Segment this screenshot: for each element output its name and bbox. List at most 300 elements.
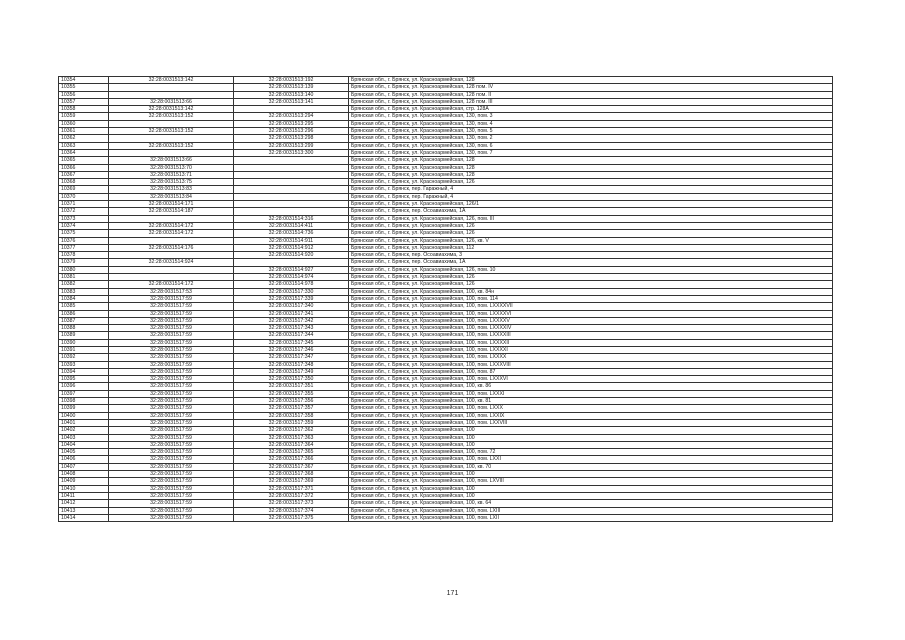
object-number-cell: 32:28:0031517:349	[234, 368, 349, 375]
table-row	[59, 339, 833, 346]
table-row	[59, 346, 833, 353]
address-cell: Брянская обл., г. Брянск, ул. Красноармейская, 100, кв. 70	[349, 463, 833, 470]
table-row	[59, 361, 833, 368]
object-number-cell: 32:28:0031517:330	[234, 288, 349, 295]
address-cell: Брянская обл., г. Брянск, ул. Красноармейская, 100, пом. LXXI	[349, 456, 833, 463]
address-cell: Брянская обл., г. Брянск, ул. Красноармейская, 130, пом. 2	[349, 135, 833, 142]
object-number-cell: 32:28:0031517:346	[234, 346, 349, 353]
row-number-cell: 10365	[59, 157, 109, 164]
object-number-cell: 32:28:0031517:366	[234, 456, 349, 463]
parcel-number-cell: 32:28:0031517:59	[109, 449, 234, 456]
address-cell: Брянская обл., г. Брянск, ул. Красноармейская, 100, пом. LXXXXIV	[349, 325, 833, 332]
address-cell: Брянская обл., г. Брянск, ул. Красноармейская, 100, кв. 86	[349, 383, 833, 390]
table-row	[59, 215, 833, 222]
object-number-cell: 32:28:0031513:295	[234, 120, 349, 127]
parcel-number-cell: 32:28:0031517:59	[109, 463, 234, 470]
row-number-cell: 10396	[59, 383, 109, 390]
row-number-cell: 10395	[59, 376, 109, 383]
row-number-cell: 10379	[59, 259, 109, 266]
object-number-cell: 32:28:0031513:294	[234, 113, 349, 120]
row-number-cell: 10358	[59, 106, 109, 113]
row-number-cell: 10372	[59, 208, 109, 215]
parcel-number-cell	[109, 84, 234, 91]
parcel-number-cell	[109, 135, 234, 142]
table-row	[59, 244, 833, 251]
table-row	[59, 485, 833, 492]
object-number-cell: 32:28:0031517:341	[234, 310, 349, 317]
address-cell: Брянская обл., г. Брянск, ул. Красноармейская, 100, пом. LXXXXII	[349, 339, 833, 346]
parcel-number-cell: 32:28:0031513:83	[109, 186, 234, 193]
object-number-cell: 32:28:0031517:348	[234, 361, 349, 368]
row-number-cell: 10393	[59, 361, 109, 368]
row-number-cell: 10380	[59, 266, 109, 273]
object-number-cell	[234, 179, 349, 186]
parcel-number-cell: 32:28:0031517:59	[109, 310, 234, 317]
table-row	[59, 295, 833, 302]
object-number-cell	[234, 186, 349, 193]
table-row	[59, 514, 833, 521]
table-row	[59, 274, 833, 281]
address-cell: Брянская обл., г. Брянск, ул. Красноармейская, 100	[349, 492, 833, 499]
parcel-number-cell: 32:28:0031517:59	[109, 317, 234, 324]
object-number-cell: 32:28:0031514:736	[234, 230, 349, 237]
table-row	[59, 208, 833, 215]
row-number-cell: 10405	[59, 449, 109, 456]
parcel-number-cell: 32:28:0031514:171	[109, 201, 234, 208]
table-row	[59, 222, 833, 229]
table-row	[59, 376, 833, 383]
object-number-cell: 32:28:0031517:371	[234, 485, 349, 492]
parcel-number-cell	[109, 215, 234, 222]
object-number-cell: 32:28:0031517:367	[234, 463, 349, 470]
table-row	[59, 113, 833, 120]
object-number-cell: 32:28:0031513:140	[234, 91, 349, 98]
object-number-cell: 32:28:0031517:365	[234, 449, 349, 456]
row-number-cell: 10386	[59, 310, 109, 317]
table-row	[59, 310, 833, 317]
row-number-cell: 10359	[59, 113, 109, 120]
row-number-cell: 10374	[59, 222, 109, 229]
table-row	[59, 427, 833, 434]
object-number-cell: 32:28:0031517:364	[234, 441, 349, 448]
object-number-cell	[234, 171, 349, 178]
table-row	[59, 303, 833, 310]
row-number-cell: 10361	[59, 128, 109, 135]
object-number-cell: 32:28:0031517:356	[234, 398, 349, 405]
address-cell: Брянская обл., г. Брянск, ул. Красноармейская, 100	[349, 441, 833, 448]
table-row	[59, 201, 833, 208]
parcel-number-cell: 32:28:0031517:59	[109, 354, 234, 361]
address-cell: Брянская обл., г. Брянск, ул. Красноармейская, 130, пом. 7	[349, 149, 833, 156]
object-number-cell: 32:28:0031517:358	[234, 412, 349, 419]
row-number-cell: 10356	[59, 91, 109, 98]
object-number-cell: 32:28:0031513:300	[234, 149, 349, 156]
row-number-cell: 10391	[59, 346, 109, 353]
table-row	[59, 449, 833, 456]
table-row	[59, 325, 833, 332]
object-number-cell: 32:28:0031514:912	[234, 244, 349, 251]
object-number-cell: 32:28:0031514:911	[234, 237, 349, 244]
parcel-number-cell: 32:28:0031514:176	[109, 244, 234, 251]
row-number-cell: 10362	[59, 135, 109, 142]
object-number-cell: 32:28:0031514:978	[234, 281, 349, 288]
table-row	[59, 390, 833, 397]
address-cell: Брянская обл., г. Брянск, ул. Красноармейская, 100	[349, 485, 833, 492]
address-cell: Брянская обл., г. Брянск, ул. Красноармейская, 100, кв. 81	[349, 398, 833, 405]
address-cell: Брянская обл., г. Брянск, ул. Красноармейская, 100, пом. LXXXXIII	[349, 332, 833, 339]
object-number-cell: 32:28:0031513:299	[234, 142, 349, 149]
row-number-cell: 10355	[59, 84, 109, 91]
row-number-cell: 10376	[59, 237, 109, 244]
row-number-cell: 10401	[59, 419, 109, 426]
row-number-cell: 10403	[59, 434, 109, 441]
parcel-number-cell: 32:28:0031517:59	[109, 492, 234, 499]
table-row	[59, 463, 833, 470]
row-number-cell: 10394	[59, 368, 109, 375]
row-number-cell: 10408	[59, 471, 109, 478]
page-number: 171	[446, 590, 459, 597]
object-number-cell: 32:28:0031517:374	[234, 507, 349, 514]
parcel-number-cell: 32:28:0031517:59	[109, 303, 234, 310]
parcel-number-cell	[109, 149, 234, 156]
parcel-number-cell: 32:28:0031513:152	[109, 128, 234, 135]
table-row	[59, 91, 833, 98]
row-number-cell: 10366	[59, 164, 109, 171]
parcel-number-cell: 32:28:0031513:142	[109, 77, 234, 84]
object-number-cell: 32:28:0031517:342	[234, 317, 349, 324]
address-cell: Брянская обл., г. Брянск, ул. Красноармейская, 126, кв. V	[349, 237, 833, 244]
parcel-number-cell: 32:28:0031514:187	[109, 208, 234, 215]
object-number-cell: 32:28:0031517:340	[234, 303, 349, 310]
object-number-cell: 32:28:0031517:339	[234, 295, 349, 302]
table-row	[59, 434, 833, 441]
table-row	[59, 419, 833, 426]
row-number-cell: 10402	[59, 427, 109, 434]
row-number-cell: 10404	[59, 441, 109, 448]
parcel-number-cell: 32:28:0031514:172	[109, 230, 234, 237]
address-cell: Брянская обл., г. Брянск, пер. Осоавиахима, 3	[349, 252, 833, 259]
parcel-number-cell: 32:28:0031517:53	[109, 288, 234, 295]
address-cell: Брянская обл., г. Брянск, пер. Осоавиахима, 1А	[349, 208, 833, 215]
table-row	[59, 230, 833, 237]
object-number-cell: 32:28:0031513:296	[234, 128, 349, 135]
address-cell: Брянская обл., г. Брянск, ул. Красноармейская, 126/1	[349, 201, 833, 208]
parcel-number-cell: 32:28:0031517:59	[109, 383, 234, 390]
parcel-number-cell: 32:28:0031517:59	[109, 295, 234, 302]
parcel-number-cell: 32:28:0031517:59	[109, 346, 234, 353]
object-number-cell: 32:28:0031517:373	[234, 500, 349, 507]
row-number-cell: 10371	[59, 201, 109, 208]
parcel-number-cell: 32:28:0031517:59	[109, 325, 234, 332]
address-cell: Брянская обл., г. Брянск, пер. Осоавиахима, 1А	[349, 259, 833, 266]
table-row	[59, 120, 833, 127]
address-cell: Брянская обл., г. Брянск, ул. Красноармейская, 100	[349, 471, 833, 478]
parcel-number-cell: 32:28:0031514:172	[109, 222, 234, 229]
table-row	[59, 164, 833, 171]
object-number-cell	[234, 259, 349, 266]
address-cell: Брянская обл., г. Брянск, ул. Красноармейская, 126	[349, 230, 833, 237]
row-number-cell: 10360	[59, 120, 109, 127]
address-cell: Брянская обл., г. Брянск, ул. Красноармейская, 100	[349, 434, 833, 441]
table-row	[59, 492, 833, 499]
object-number-cell: 32:28:0031517:344	[234, 332, 349, 339]
parcel-number-cell: 32:28:0031513:152	[109, 142, 234, 149]
address-cell: Брянская обл., г. Брянск, ул. Красноармейская, 128 пом. III	[349, 98, 833, 105]
address-cell: Брянская обл., г. Брянск, ул. Красноармейская, 130, пом. 5	[349, 128, 833, 135]
row-number-cell: 10385	[59, 303, 109, 310]
object-number-cell: 32:28:0031514:411	[234, 222, 349, 229]
table-row	[59, 405, 833, 412]
address-cell: Брянская обл., г. Брянск, ул. Красноармейская, 126	[349, 222, 833, 229]
parcel-number-cell: 32:28:0031517:59	[109, 368, 234, 375]
address-cell: Брянская обл., г. Брянск, ул. Красноармейская, 100, пом. 114	[349, 295, 833, 302]
parcel-number-cell: 32:28:0031513:66	[109, 157, 234, 164]
row-number-cell: 10406	[59, 456, 109, 463]
address-cell: Брянская обл., г. Брянск, ул. Красноармейская, 126	[349, 179, 833, 186]
address-cell: Брянская обл., г. Брянск, ул. Красноармейская, стр. 128А	[349, 106, 833, 113]
parcel-number-cell: 32:28:0031517:59	[109, 427, 234, 434]
table-row	[59, 98, 833, 105]
table-row	[59, 128, 833, 135]
table-row	[59, 77, 833, 84]
row-number-cell: 10398	[59, 398, 109, 405]
address-cell: Брянская обл., г. Брянск, ул. Красноармейская, 100, кв. 64	[349, 500, 833, 507]
address-cell: Брянская обл., г. Брянск, ул. Красноармейская, 126	[349, 281, 833, 288]
table-row	[59, 332, 833, 339]
parcel-number-cell	[109, 274, 234, 281]
parcel-number-cell: 32:28:0031514:172	[109, 281, 234, 288]
address-cell: Брянская обл., г. Брянск, ул. Красноармейская, 130, пом. 3	[349, 113, 833, 120]
address-cell: Брянская обл., г. Брянск, ул. Красноармейская, 100, пом. LXXXI	[349, 390, 833, 397]
object-number-cell: 32:28:0031513:298	[234, 135, 349, 142]
address-cell: Брянская обл., г. Брянск, ул. Красноармейская, 100, пом. LXXVIII	[349, 419, 833, 426]
address-cell: Брянская обл., г. Брянск, ул. Красноармейская, 100, пом. LXXXXV	[349, 317, 833, 324]
object-number-cell: 32:28:0031517:355	[234, 390, 349, 397]
table-row	[59, 157, 833, 164]
object-number-cell	[234, 193, 349, 200]
object-number-cell: 32:28:0031517:362	[234, 427, 349, 434]
parcel-number-cell: 32:28:0031517:59	[109, 412, 234, 419]
parcel-number-cell: 32:28:0031517:59	[109, 332, 234, 339]
address-cell: Брянская обл., г. Брянск, ул. Красноармейская, 128	[349, 164, 833, 171]
table-row	[59, 142, 833, 149]
parcel-number-cell: 32:28:0031517:59	[109, 456, 234, 463]
row-number-cell: 10369	[59, 186, 109, 193]
object-number-cell: 32:28:0031517:363	[234, 434, 349, 441]
object-number-cell: 32:28:0031517:369	[234, 478, 349, 485]
address-cell: Брянская обл., г. Брянск, ул. Красноармейская, 100, пом. LXXXXVI	[349, 310, 833, 317]
object-number-cell	[234, 208, 349, 215]
row-number-cell: 10357	[59, 98, 109, 105]
parcel-number-cell: 32:28:0031517:59	[109, 471, 234, 478]
parcel-number-cell: 32:28:0031517:59	[109, 478, 234, 485]
object-number-cell: 32:28:0031517:351	[234, 383, 349, 390]
parcel-number-cell: 32:28:0031517:59	[109, 405, 234, 412]
row-number-cell: 10414	[59, 514, 109, 521]
row-number-cell: 10397	[59, 390, 109, 397]
object-number-cell: 32:28:0031514:920	[234, 252, 349, 259]
parcel-number-cell: 32:28:0031513:70	[109, 164, 234, 171]
address-cell: Брянская обл., г. Брянск, пер. Гаражный, 4	[349, 193, 833, 200]
address-cell: Брянская обл., г. Брянск, ул. Красноармейская, 126, пом. III	[349, 215, 833, 222]
address-cell: Брянская обл., г. Брянск, ул. Красноармейская, 100, кв. 84н	[349, 288, 833, 295]
table-row	[59, 193, 833, 200]
registry-table	[58, 76, 833, 522]
object-number-cell	[234, 201, 349, 208]
table-row	[59, 478, 833, 485]
object-number-cell	[234, 106, 349, 113]
parcel-number-cell: 32:28:0031517:59	[109, 434, 234, 441]
row-number-cell: 10413	[59, 507, 109, 514]
table-row	[59, 441, 833, 448]
table-row	[59, 237, 833, 244]
address-cell: Брянская обл., г. Брянск, ул. Красноармейская, 100, пом. LXXX	[349, 405, 833, 412]
row-number-cell: 10387	[59, 317, 109, 324]
row-number-cell: 10377	[59, 244, 109, 251]
row-number-cell: 10375	[59, 230, 109, 237]
table-row	[59, 149, 833, 156]
object-number-cell	[234, 157, 349, 164]
row-number-cell: 10409	[59, 478, 109, 485]
object-number-cell: 32:28:0031517:375	[234, 514, 349, 521]
address-cell: Брянская обл., г. Брянск, ул. Красноармейская, 100, пом. LXII	[349, 514, 833, 521]
row-number-cell: 10411	[59, 492, 109, 499]
object-number-cell	[234, 164, 349, 171]
parcel-number-cell: 32:28:0031517:59	[109, 390, 234, 397]
row-number-cell: 10390	[59, 339, 109, 346]
address-cell: Брянская обл., г. Брянск, ул. Красноармейская, 100, пом. LXXIX	[349, 412, 833, 419]
table-row	[59, 252, 833, 259]
table-row	[59, 281, 833, 288]
object-number-cell: 32:28:0031517:372	[234, 492, 349, 499]
address-cell: Брянская обл., г. Брянск, ул. Красноармейская, 100, пом. LXXXVI	[349, 376, 833, 383]
parcel-number-cell: 32:28:0031513:142	[109, 106, 234, 113]
table-row	[59, 259, 833, 266]
row-number-cell: 10399	[59, 405, 109, 412]
table-row	[59, 500, 833, 507]
object-number-cell: 32:28:0031514:927	[234, 266, 349, 273]
table-row	[59, 507, 833, 514]
address-cell: Брянская обл., г. Брянск, ул. Красноармейская, 100	[349, 427, 833, 434]
table-row	[59, 186, 833, 193]
address-cell: Брянская обл., г. Брянск, ул. Красноармейская, 128	[349, 171, 833, 178]
object-number-cell: 32:28:0031517:359	[234, 419, 349, 426]
table-row	[59, 456, 833, 463]
address-cell: Брянская обл., г. Брянск, ул. Красноармейская, 100, пом. LXXXXI	[349, 346, 833, 353]
parcel-number-cell: 32:28:0031513:84	[109, 193, 234, 200]
table-row	[59, 317, 833, 324]
parcel-number-cell: 32:28:0031513:75	[109, 179, 234, 186]
table-row	[59, 368, 833, 375]
table-row	[59, 288, 833, 295]
parcel-number-cell: 32:28:0031514:924	[109, 259, 234, 266]
address-cell: Брянская обл., г. Брянск, ул. Красноармейская, 128 пом. IV	[349, 84, 833, 91]
row-number-cell: 10363	[59, 142, 109, 149]
parcel-number-cell: 32:28:0031517:59	[109, 507, 234, 514]
object-number-cell: 32:28:0031513:139	[234, 84, 349, 91]
object-number-cell: 32:28:0031517:345	[234, 339, 349, 346]
row-number-cell: 10367	[59, 171, 109, 178]
object-number-cell: 32:28:0031513:141	[234, 98, 349, 105]
parcel-number-cell: 32:28:0031517:59	[109, 376, 234, 383]
table-row	[59, 412, 833, 419]
table-row	[59, 179, 833, 186]
table-row	[59, 471, 833, 478]
parcel-number-cell: 32:28:0031513:71	[109, 171, 234, 178]
object-number-cell: 32:28:0031513:192	[234, 77, 349, 84]
row-number-cell: 10412	[59, 500, 109, 507]
table-row	[59, 171, 833, 178]
parcel-number-cell: 32:28:0031517:59	[109, 339, 234, 346]
address-cell: Брянская обл., г. Брянск, ул. Красноармейская, 100, пом. LXIII	[349, 507, 833, 514]
parcel-number-cell: 32:28:0031513:66	[109, 98, 234, 105]
parcel-number-cell: 32:28:0031513:152	[109, 113, 234, 120]
row-number-cell: 10389	[59, 332, 109, 339]
address-cell: Брянская обл., г. Брянск, ул. Красноармейская, 126	[349, 274, 833, 281]
address-cell: Брянская обл., г. Брянск, ул. Красноармейская, 128	[349, 77, 833, 84]
row-number-cell: 10384	[59, 295, 109, 302]
row-number-cell: 10373	[59, 215, 109, 222]
row-number-cell: 10392	[59, 354, 109, 361]
parcel-number-cell	[109, 266, 234, 273]
parcel-number-cell: 32:28:0031517:59	[109, 441, 234, 448]
row-number-cell: 10410	[59, 485, 109, 492]
address-cell: Брянская обл., г. Брянск, ул. Красноармейская, 128	[349, 157, 833, 164]
object-number-cell: 32:28:0031517:343	[234, 325, 349, 332]
row-number-cell: 10354	[59, 77, 109, 84]
parcel-number-cell	[109, 91, 234, 98]
table-row	[59, 266, 833, 273]
address-cell: Брянская обл., г. Брянск, ул. Красноармейская, 100, пом. LXXXVIII	[349, 361, 833, 368]
table-row	[59, 84, 833, 91]
object-number-cell: 32:28:0031514:316	[234, 215, 349, 222]
row-number-cell: 10381	[59, 274, 109, 281]
row-number-cell: 10364	[59, 149, 109, 156]
row-number-cell: 10368	[59, 179, 109, 186]
registry-table-body	[59, 77, 833, 522]
parcel-number-cell	[109, 237, 234, 244]
row-number-cell: 10383	[59, 288, 109, 295]
parcel-number-cell: 32:28:0031517:59	[109, 485, 234, 492]
parcel-number-cell: 32:28:0031517:59	[109, 398, 234, 405]
parcel-number-cell	[109, 252, 234, 259]
address-cell: Брянская обл., г. Брянск, ул. Красноармейская, 128 пом. II	[349, 91, 833, 98]
row-number-cell: 10382	[59, 281, 109, 288]
address-cell: Брянская обл., г. Брянск, ул. Красноармейская, 112	[349, 244, 833, 251]
object-number-cell: 32:28:0031517:357	[234, 405, 349, 412]
parcel-number-cell: 32:28:0031517:59	[109, 361, 234, 368]
object-number-cell: 32:28:0031514:974	[234, 274, 349, 281]
table-row	[59, 106, 833, 113]
row-number-cell: 10400	[59, 412, 109, 419]
address-cell: Брянская обл., г. Брянск, ул. Красноармейская, 130, пом. 4	[349, 120, 833, 127]
parcel-number-cell: 32:28:0031517:59	[109, 514, 234, 521]
parcel-number-cell: 32:28:0031517:59	[109, 500, 234, 507]
address-cell: Брянская обл., г. Брянск, ул. Красноармейская, 100, пом. LXXXXVII	[349, 303, 833, 310]
object-number-cell: 32:28:0031517:347	[234, 354, 349, 361]
object-number-cell: 32:28:0031517:350	[234, 376, 349, 383]
table-row	[59, 354, 833, 361]
row-number-cell: 10388	[59, 325, 109, 332]
address-cell: Брянская обл., г. Брянск, ул. Красноармейская, 100, пом. LXVIII	[349, 478, 833, 485]
address-cell: Брянская обл., г. Брянск, пер. Гаражный, 4	[349, 186, 833, 193]
address-cell: Брянская обл., г. Брянск, ул. Красноармейская, 126, пом. 10	[349, 266, 833, 273]
address-cell: Брянская обл., г. Брянск, ул. Красноармейская, 100, пом. 87	[349, 368, 833, 375]
table-row	[59, 398, 833, 405]
row-number-cell: 10370	[59, 193, 109, 200]
table-row	[59, 135, 833, 142]
object-number-cell: 32:28:0031517:368	[234, 471, 349, 478]
